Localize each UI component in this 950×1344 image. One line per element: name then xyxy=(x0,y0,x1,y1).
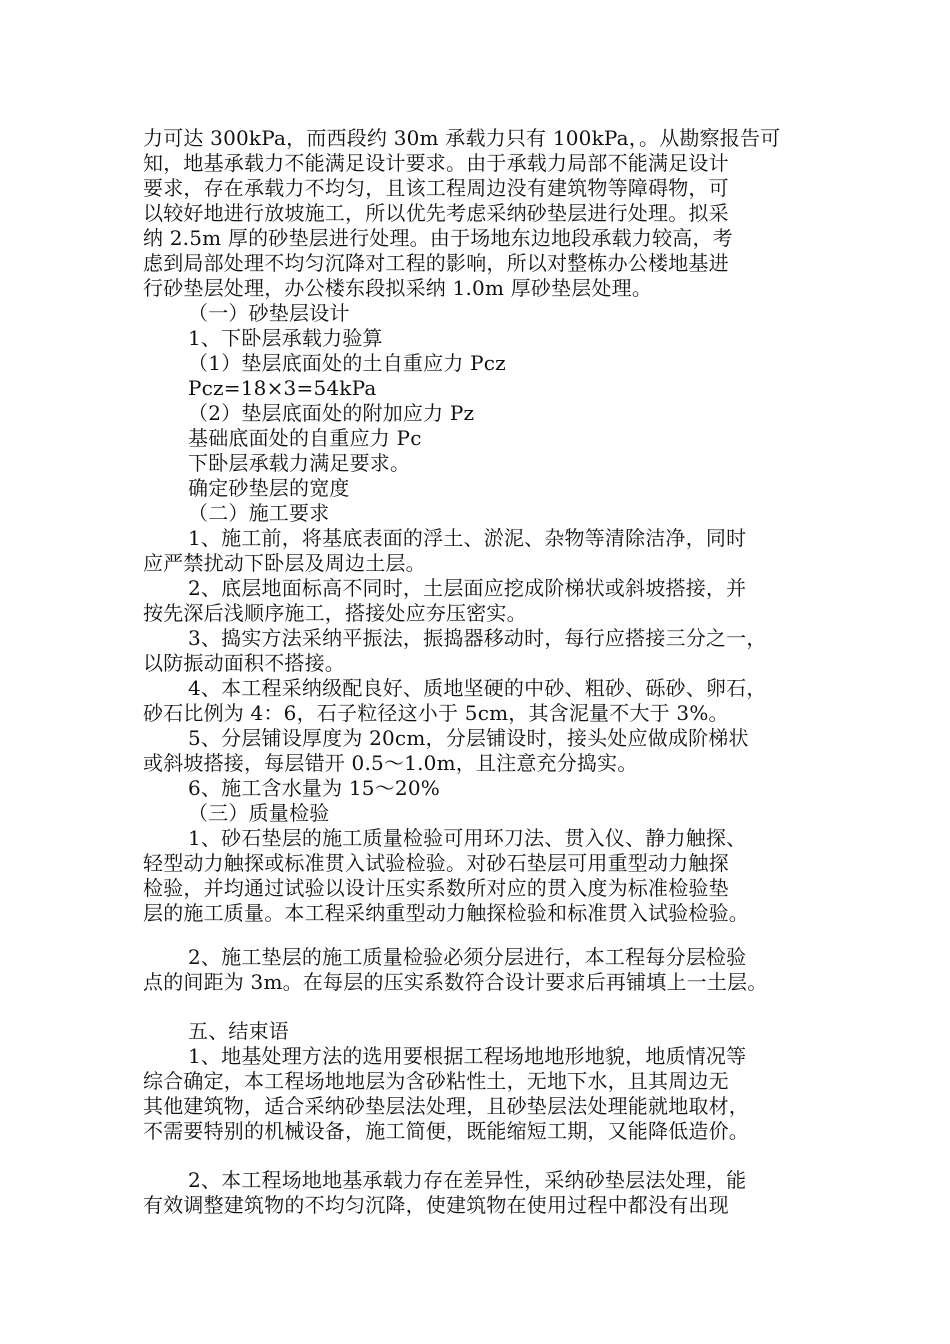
text-line: （1）垫层底面处的土自重应力 Pcz xyxy=(188,351,506,375)
text-line: 2、本工程场地地基承载力存在差异性，采纳砂垫层法处理，能 xyxy=(188,1168,747,1192)
text-line: 纳 2.5m 厚的砂垫层进行处理。由于场地东边地段承载力较高，考 xyxy=(143,226,733,250)
text-line: 轻型动力触探或标准贯入试验检验。对砂石垫层可用重型动力触探 xyxy=(143,851,729,875)
text-line: 6、施工含水量为 15～20% xyxy=(188,776,440,800)
text-line: 1、砂石垫层的施工质量检验可用环刀法、贯入仪、静力触探、 xyxy=(188,826,747,850)
text-line: （2）垫层底面处的附加应力 Pz xyxy=(188,401,475,425)
text-line: 按先深后浅顺序施工，搭接处应夯压密实。 xyxy=(143,601,527,625)
subsection-heading: 1、下卧层承载力验算 xyxy=(188,326,383,350)
text-line: 要求，存在承载力不均匀，且该工程周边没有建筑物等障碍物，可 xyxy=(143,176,729,200)
text-line: 基础底面处的自重应力 Pc xyxy=(188,426,422,450)
text-line: 5、分层铺设厚度为 20cm，分层铺设时，接头处应做成阶梯状 xyxy=(188,726,749,750)
section-heading: （一）砂垫层设计 xyxy=(188,301,350,325)
text-line: 力可达 300kPa，而西段约 30m 承载力只有 100kPa，。从勘察报告可 xyxy=(143,126,781,150)
text-line: 知，地基承载力不能满足设计要求。由于承载力局部不能满足设计 xyxy=(143,151,729,175)
text-line: 综合确定，本工程场地地层为含砂粘性土，无地下水，且其周边无 xyxy=(143,1069,729,1093)
text-line: 砂石比例为 4：6，石子粒径这小于 5cm，其含泥量不大于 3%。 xyxy=(143,701,729,725)
section-heading: （二）施工要求 xyxy=(188,501,330,525)
chapter-heading: 五、结束语 xyxy=(188,1019,289,1043)
text-line: 3、捣实方法采纳平振法，振捣器移动时，每行应搭接三分之一， xyxy=(188,626,767,650)
text-line: 以防振动面积不搭接。 xyxy=(143,651,345,675)
text-line: 点的间距为 3m。在每层的压实系数符合设计要求后再铺填上一土层。 xyxy=(143,970,768,994)
text-line: 4、本工程采纳级配良好、质地坚硬的中砂、粗砂、砾砂、卵石， xyxy=(188,676,767,700)
text-line: 确定砂垫层的宽度 xyxy=(188,476,350,500)
text-line: 行砂垫层处理，办公楼东段拟采纳 1.0m 厚砂垫层处理。 xyxy=(143,276,653,300)
text-line: 不需要特别的机械设备，施工简便，既能缩短工期，又能降低造价。 xyxy=(143,1119,749,1143)
text-line: 虑到局部处理不均匀沉降对工程的影响，所以对整栋办公楼地基进 xyxy=(143,251,729,275)
formula-line: Pcz=18×3=54kPa xyxy=(188,376,377,400)
text-line: 1、地基处理方法的选用要根据工程场地地形地貌，地质情况等 xyxy=(188,1044,747,1068)
text-line: 或斜坡搭接，每层错开 0.5～1.0m，且注意充分捣实。 xyxy=(143,751,638,775)
text-line: 层的施工质量。本工程采纳重型动力触探检验和标准贯入试验检验。 xyxy=(143,901,749,925)
text-line: 2、施工垫层的施工质量检验必须分层进行，本工程每分层检验 xyxy=(188,945,747,969)
section-heading: （三）质量检验 xyxy=(188,801,330,825)
text-line: 检验，并均通过试验以设计压实系数所对应的贯入度为标准检验垫 xyxy=(143,876,729,900)
text-line: 以较好地进行放坡施工，所以优先考虑采纳砂垫层进行处理。拟采 xyxy=(143,201,729,225)
text-line: 应严禁扰动下卧层及周边土层。 xyxy=(143,551,426,575)
text-line: 有效调整建筑物的不均匀沉降，使建筑物在使用过程中都没有出现 xyxy=(143,1193,729,1217)
text-line: 1、施工前，将基底表面的浮土、淤泥、杂物等清除洁净，同时 xyxy=(188,526,747,550)
text-line: 其他建筑物，适合采纳砂垫层法处理，且砂垫层法处理能就地取材， xyxy=(143,1094,749,1118)
text-line: 下卧层承载力满足要求。 xyxy=(188,451,411,475)
text-line: 2、底层地面标高不同时，土层面应挖成阶梯状或斜坡搭接，并 xyxy=(188,576,747,600)
